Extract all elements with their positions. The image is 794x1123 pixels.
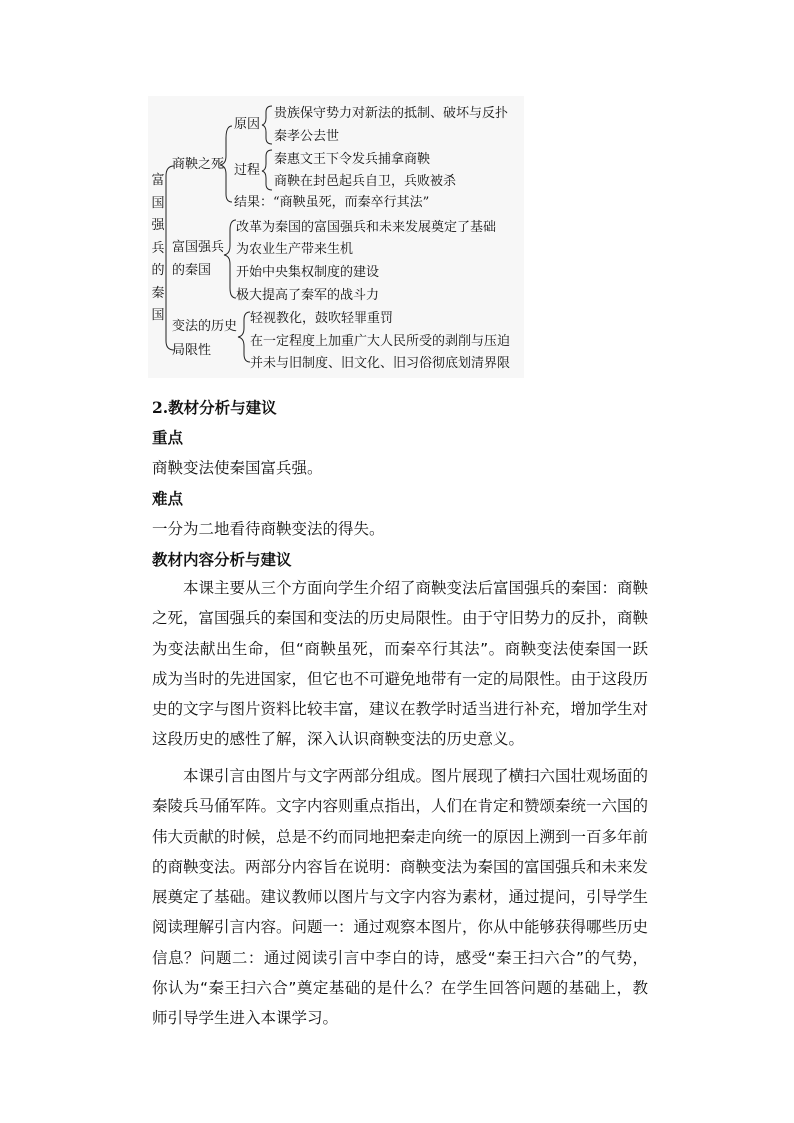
limit-bracket xyxy=(238,312,250,362)
strong-label: 的秦国 xyxy=(172,263,212,278)
limit-item: 并未与旧制度、旧文化、旧习俗彻底划清界限 xyxy=(250,356,511,371)
analysis-heading: 教材内容分析与建议 xyxy=(152,550,292,569)
key-point-text: 商鞅变法使秦国富兵强。 xyxy=(152,459,323,477)
strong-bracket xyxy=(224,220,236,298)
body-paragraph: 本课引言由图片与文字两部分组成。图片展现了横扫六国壮观场面的秦陵兵马俑军阵。文字内容则重点指出，人们在肯定和赞颂秦统一六国的伟大贡献的时候，总是不约而同地把秦走向统一的原因上溯到一百多年前的商鞅变法。两部分内容旨在说明：商鞅变法为秦国的富国强兵和未来发展奠定了基础。建议教师以图片与文字内容为素材，通过提问，引导学生阅读理解引言内容。问题一：通过观察本图片，你从中能够获得哪些历史信息？问题二：通过阅读引言中李白的诗，感受“秦王扫六合”的气势，你认为“秦王扫六合”奠定基础的是什么？在学生回答问题的基础上，教师引导学生进入本课学习。 xyxy=(152,767,649,1028)
result-text: 结果：“商鞅虽死，而秦卒行其法” xyxy=(234,195,430,210)
key-point-label: 重点 xyxy=(152,428,184,447)
diagram-root-label: 富国强兵的秦国 xyxy=(151,173,165,323)
cause-item: 贵族保守势力对新法的抵制、破坏与反扑 xyxy=(274,106,509,121)
process-label: 过程 xyxy=(234,163,261,178)
death-label: 商鞅之死 xyxy=(172,157,225,172)
cause-bracket xyxy=(262,106,272,144)
process-item: 商鞅在封邑起兵自卫，兵败被杀 xyxy=(274,174,457,189)
section-heading: 2.教材分析与建议 xyxy=(152,398,277,417)
body-paragraph: 本课主要从三个方面向学生介绍了商鞅变法后富国强兵的秦国：商鞅之死，富国强兵的秦国和变法的历史局限性。由于守旧势力的反扑，商鞅为变法献出生命，但“商鞅虽死，而秦卒行其法”。商鞅变法使秦国一跃成为当时的先进国家，但它也不可避免地带有一定的局限性。由于这段历史的文字与图片资料比较丰富，建议在教学时适当进行补充，增加学生对这段历史的感性了解，深入认识商鞅变法的历史意义。 xyxy=(152,579,649,749)
process-bracket xyxy=(262,150,272,190)
difficulty-label: 难点 xyxy=(152,489,184,508)
limit-label: 变法的历史 xyxy=(172,319,238,334)
limit-item: 在一定程度上加重广大人民所受的剥削与压迫 xyxy=(250,334,511,349)
cause-item: 秦孝公去世 xyxy=(274,129,340,144)
cause-label: 原因 xyxy=(234,117,261,132)
limit-label: 局限性 xyxy=(172,343,212,358)
strong-item: 改革为秦国的富国强兵和未来发展奠定了基础 xyxy=(236,220,497,235)
strong-item: 为农业生产带来生机 xyxy=(236,242,354,257)
process-item: 秦惠文王下令发兵捕拿商鞅 xyxy=(274,152,431,167)
strong-item: 开始中央集权制度的建设 xyxy=(236,265,380,280)
limit-item: 轻视教化，鼓吹轻罪重罚 xyxy=(250,311,394,326)
difficulty-text: 一分为二地看待商鞅变法的得失。 xyxy=(152,520,385,538)
strong-item: 极大提高了秦军的战斗力 xyxy=(236,288,380,303)
knowledge-structure-diagram xyxy=(148,96,524,378)
strong-label: 富国强兵 xyxy=(172,240,225,255)
